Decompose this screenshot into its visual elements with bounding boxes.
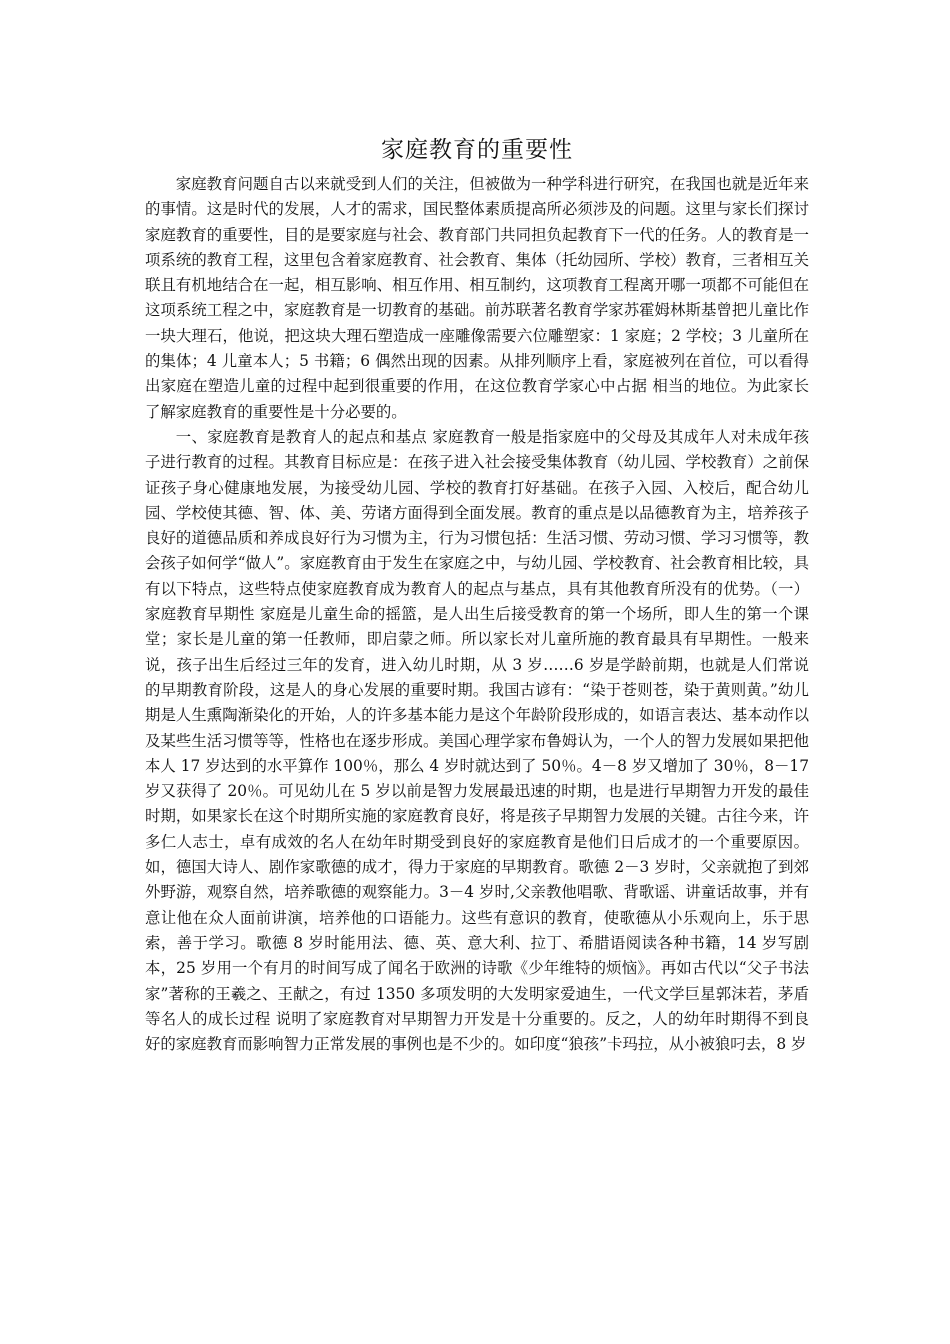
paragraph-intro: 家庭教育问题自古以来就受到人们的关注，但被做为一种学科进行研究，在我国也就是近年来的事情。这是时代的发展，人才的需求，国民整体素质提高所必须涉及的问题。这里与家长们探讨家庭教育的重要性，目的是要家庭与社会、教育部门共同担负起教育下一代的任务。人的教育是一项系统的教育工程，这里包含着家庭教育、社会教育、集体（托幼园所、学校）教育，三者相互关联且有机地结合在一起，相互影响、相互作用、相互制约，这项教育工程离开哪一项都不可能但在这项系统工程之中，家庭教育是一切教育的基础。前苏联著名教育学家苏霍姆林斯基曾把儿童比作一块大理石，他说，把这块大理石塑造成一座雕像需要六位雕塑家：1 家庭；2 学校；3 儿童所在的集体；4 儿童本人；5 书籍；6 偶然出现的因素。从排列顺序上看，家庭被列在首位，可以看得出家庭在塑造儿童的过程中起到很重要的作用，在这位教育学家心中占据 相当的地位。为此家长了解家庭教育的重要性是十分必要的。 xyxy=(145,175,809,421)
document-title: 家庭教育的重要性 xyxy=(381,137,573,163)
document-page xyxy=(145,136,809,1057)
paragraph-section-one: 一、家庭教育是教育人的起点和基点 家庭教育一般是指家庭中的父母及其成年人对未成年孩子进行教育的过程。其教育目标应是：在孩子进入社会接受集体教育（幼儿园、学校教育）之前保证孩子身心健康地发展，为接受幼儿园、学校的教育打好基础。在孩子入园、入校后，配合幼儿园、学校使其德、智、体、美、劳诸方面得到全面发展。教育的重点是以品德教育为主，培养孩子良好的道德品质和养成良好行为习惯为主，行为习惯包括：生活习惯、劳动习惯、学习习惯等，教会孩子如何学“做人”。家庭教育由于发生在家庭之中，与幼儿园、学校教育、社会教育相比较，具有以下特点，这些特点使家庭教育成为教育人的起点与基点，具有其他教育所没有的优势。（一）家庭教育早期性 家庭是儿童生命的摇篮，是人出生后接受教育的第一个场所，即人生的第一个课堂；家长是儿童的第一任教师，即启蒙之师。所以家长对儿童所施的教育最具有早期性。一般来说，孩子出生后经过三年的发育，进入幼儿时期，从 3 岁……6 岁是学龄前期，也就是人们常说的早期教育阶段，这是人的身心发展的重要时期。我国古谚有：“染于苍则苍，染于黄则黄。”幼儿期是人生熏陶渐染化的开始，人的许多基本能力是这个年龄阶段形成的，如语言表达、基本动作以及某些生活习惯等等，性格也在逐步形成。美国心理学家布鲁姆认为，一个人的智力发展如果把他本人 17 岁达到的水平算作 100％，那么 4 岁时就达到了 50％。4－8 岁又增加了 30％，8－17 岁又获得了 20％。可见幼儿在 5 岁以前是智力发展最迅速的时期，也是进行早期智力开发的最佳时期，如果家长在这个时期所实施的家庭教育良好，将是孩子早期智力发展的关键。古往今来，许多仁人志士，卓有成效的名人在幼年时期受到良好的家庭教育是他们日后成才的一个重要原因。如，德国大诗人、剧作家歌德的成才，得力于家庭的早期教育。歌德 2－3 岁时，父亲就抱了到郊外野游，观察自然，培养歌德的观察能力。3－4 岁时,父亲教他唱歌、背歌谣、讲童话故事，并有意让他在众人面前讲演，培养他的口语能力。这些有意识的教育，使歌德从小乐观向上，乐于思索，善于学习。歌德 8 岁时能用法、德、英、意大利、拉丁、希腊语阅读各种书籍，14 岁写剧本，25 岁用一个有月的时间写成了闻名于欧洲的诗歌《少年维特的烦恼》。再如古代以“父子书法家”著称的王羲之、王献之，有过 1350 多项发明的大发明家爱迪生，一代文学巨星郭沫若，茅盾等名人的成长过程 说明了家庭教育对早期智力开发是十分重要的。反之，人的幼年时期得不到良好的家庭教育而影响智力正常发展的事例也是不少的。如印度“狼孩”卡玛拉，从小被狼叼去，8 岁 xyxy=(145,427,809,1054)
